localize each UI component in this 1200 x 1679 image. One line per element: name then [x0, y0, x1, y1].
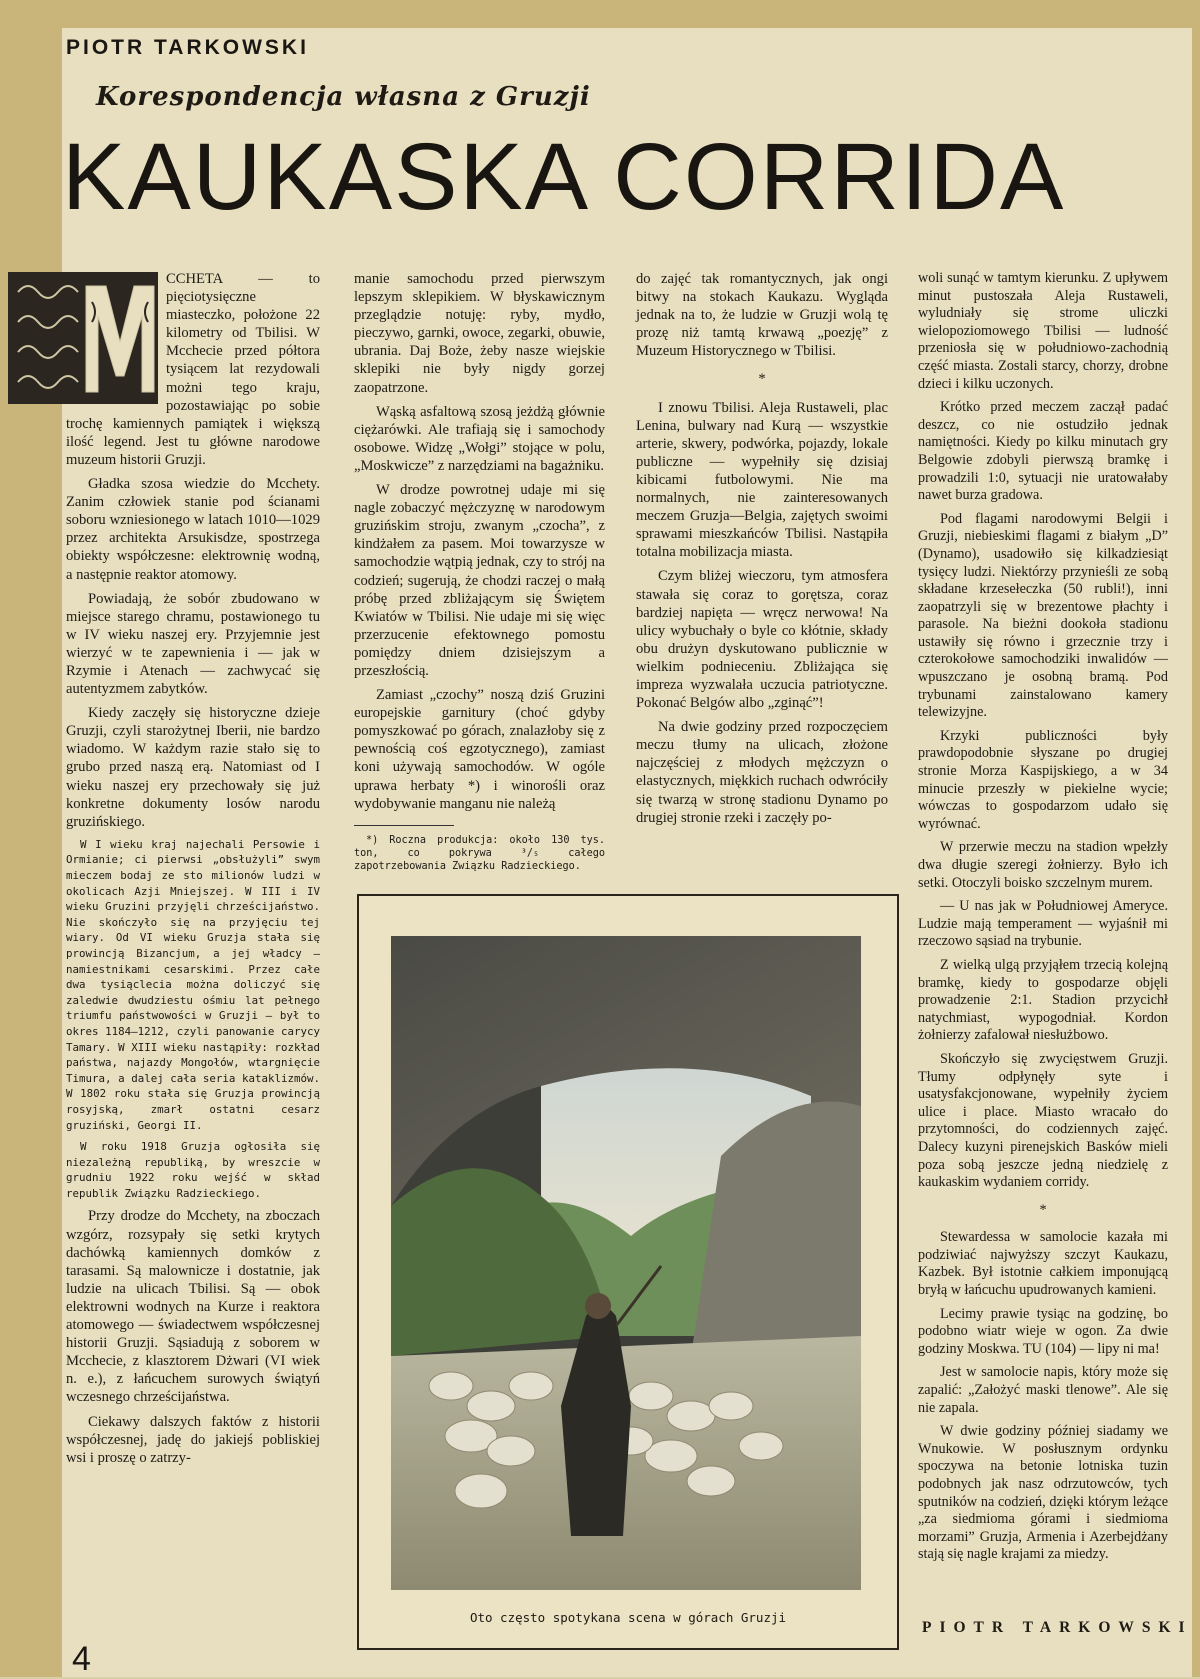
article-subtitle: Korespondencja własna z Gruzji: [96, 82, 591, 112]
paragraph: Jest w samolocie napis, który może się zapalić: „Założyć maski tlenowe”. Ale się nie zapala.: [918, 1364, 1168, 1416]
paragraph: W dwie godziny później siadamy we Wnukowie. W posłusznym ordynku spoczywa na betonie lotniska tuzin podobnych jak nasz odrzutowców, tych sputników na codzień, dzięki którym leżące „za siedmioma górami i siedmioma morzami” Gruzja, Armenia i Azerbejdżany stają się nagle krajami za miedzy.: [918, 1423, 1168, 1563]
section-separator: *: [758, 371, 766, 388]
author-signature: PIOTR TARKOWSKI: [922, 1619, 1193, 1636]
paragraph: Stewardessa w samolocie kazała mi podziwiać najwyższy szczyt Kaukazu, Kazbek. Był istotnie całkiem imponującą bryłą w łańcuchu upudrowanych kamieni.: [918, 1229, 1168, 1299]
author-byline: PIOTR TARKOWSKI: [66, 36, 309, 59]
paragraph: Wąską asfaltową szosą jeżdżą głównie ciężarówki. Ale trafiają się i samochody osobowe. Widzę „Wołgi” stojące w polu, „Moskwicze” z narzędziami na bagażniku.: [354, 403, 605, 474]
section-separator: *: [1039, 1201, 1047, 1218]
paragraph: Przy drodze do Mcchety, na zboczach wzgórz, rozsypały się setki krytych dachówką kamiennych domków z tarasami. Są malownicze i dostatnie, jak ludzie na ulicach Tbilisi. Są — obok elektrowni wodnych na Kurze i reaktora atomowego — świadectwem współczesnej historii Gruzji. Sąsiadują z soborem w Mcchecie, z klasztorem Dżwari (VI wiek n. e.), z łańcuchem surowych świątyń wczesnego chrześcijaństwa.: [66, 1208, 320, 1406]
paragraph-small: W I wieku kraj najechali Persowie i Ormianie; ci pierwsi „obsłużyli” swym mieczem bodaj ze sto milionów ludzi w okolicach Azji Mniejszej. W III i IV wieku Gruzini przyjęli chrześcijaństwo. Nie skończyło się na przyjęciu tej wiary. Od VI wieku Gruzja stała się prowincją Bizancjum, a jej władcy — namiestnikami cesarskimi. Przez całe dwa tysiąclecia można doliczyć się zaledwie dwudziestu ośmiu lat pełnego triumfu państwowości w Gruzji — był to okres 1184—1212, czyli panowanie carycy Tamary. W XIII wieku nastąpiły: rozkład państwa, najazdy Mongołów, wtargnięcie Timura, a dalej cała seria kataklizmów. W 1802 roku stała się Gruzja prowincją rosyjską, zmarł ostatni cesarz gruziński, Georgi II.: [66, 837, 320, 1132]
text-column-2: [354, 270, 605, 873]
paragraph: — U nas jak w Południowej Ameryce. Ludzie mają temperament — wyjaśnił mi rzeczowo sąsiad na trybunie.: [918, 898, 1168, 950]
top-color-band: [0, 0, 1200, 28]
paragraph: Z wielką ulgą przyjąłem trzecią kolejną bramkę, kiedy to gospodarze objęli prowadzenie 2:1. Stadion przycichł natychmiast, wypogodniał. Kordon żołnierzy zafalował niesłużbowo.: [918, 956, 1168, 1044]
shepherd-with-sheep-photo: [391, 936, 861, 1590]
paragraph: CCHETA — to pięciotysięczne miasteczko, położone 22 kilometry od Tbilisi. W Mcchecie przed półtora tysiącem lat rezydowali możni tego kraju, pozostawiając po sobie trochę kamiennych pamiątek i większą ilość legend. Jest tu główne narodowe muzeum historii Gruzji.: [66, 271, 320, 468]
paragraph: Pod flagami narodowymi Belgii i Gruzji, niebieskimi flagami z białym „D” (Dynamo), usadowiło się kilkadziesiąt tysięcy ludzi. Niektórzy przynieśli ze sobą składane krzesełeczka (50 rubli!), inni zaopatrzyli się w brezentowe płachty i parasole. Na bieżni dookoła stadionu ustawiły się równo i grzecznie trzy i czterokołowe samochodziki inwalidów — wpuszczano je osobną bramą. Pod trybunami zainstalowano kamery telewizyjne.: [918, 510, 1168, 721]
text-column-1: [66, 270, 320, 1467]
left-color-band: [0, 0, 62, 1677]
paragraph: Powiadają, że sobór zbudowano w miejsce starego chramu, postawionego tu w IV wieku naszej ery. Przyjemnie jest wierzyć w te zapewnienia i — jak w Rzymie i Atenach — zachwycać się autentyzmem zabytków.: [66, 590, 320, 698]
paragraph: Na dwie godziny przed rozpoczęciem meczu tłumy na ulicach, złożone najczęściej z młodych mężczyzn o elastycznych, miękkich ruchach odwróciły się twarzą w stronę stadionu Dynamo po drugiej stronie rzeki i zaczęły po-: [636, 719, 888, 826]
page-number: 4: [72, 1640, 91, 1678]
article-title: KAUKASKA CORRIDA: [62, 124, 1066, 230]
paragraph: woli sunąć w tamtym kierunku. Z upływem minut pustoszała Aleja Rustaweli, wyludniały się strome uliczki wielopoziomowego Tbilisi — ludność przeniosła się w południowo-zachodnią część miasta. Zostali starcy, chorzy, drobne dzieci i kilku uczonych.: [918, 270, 1168, 392]
paragraph: Czym bliżej wieczoru, tym atmosfera stawała się coraz to gorętsza, coraz bardziej napięta — wręcz nerwowa! Na ulicy wybuchały o byle co kłótnie, składy obu drużyn dyskutowano publicznie w wielkim podnieceniu. Zbliżająca się impreza wyzwalała uczucia patriotyczne. Pokonać Belgów albo „zginąć”!: [636, 568, 888, 712]
text-column-3: [636, 270, 888, 827]
paragraph: Skończyło się zwycięstwem Gruzji. Tłumy odpłynęły syte i usatysfakcjonowane, wypełniły życiem ulice i place. Miasto wracało do przytomności, do codziennych zajęć. Dalecy kuzyni pirenejskich Basków mieli poza sobą jeszcze jedną niedzielę z kaukaskim wydaniem corridy.: [918, 1050, 1168, 1191]
paragraph: Krzyki publiczności były prawdopodobnie słyszane po drugiej stronie Morza Kaspijskiego, a w 34 minucie przeszły w piekielne wycie; wówczas to gospodarzom udało się wyrównać.: [918, 727, 1168, 832]
paragraph: W drodze powrotnej udaje mi się nagle zobaczyć mężczyznę w narodowym gruzińskim stroju, zwanym „czocha”, z kindżałem za pasem. Moi towarzysze w samochodzie wątpią jednak, czy to strój na codzień; sugerują, że chodzi raczej o małą próbę przed zbliżającym się Świętem Kwiatów w Tbilisi. Nie udaje mi się więc przerzucenie efektownego pomostu pomiędzy dniem dzisiejszym a przeszłością.: [354, 482, 605, 679]
paragraph-small: W roku 1918 Gruzja ogłosiła się niezależną republiką, by wreszcie w grudniu 1922 roku wejść w skład republik Związku Radzieckiego.: [66, 1140, 320, 1200]
paragraph: Krótko przed meczem zaczął padać deszcz, co nie ostudziło jednak namiętności. Kiedy po kilku minutach gry Belgowie zdobyli pierwszą bramkę i prowadzili 1:0, sytuacji nie uratowałaby nawet burza gradowa.: [918, 399, 1168, 504]
ornamental-m-icon: [8, 272, 158, 404]
photo-caption: Oto często spotykana scena w górach Gruzji: [469, 1610, 787, 1625]
paragraph: Kiedy zaczęły się historyczne dzieje Gruzji, czyli starożytnej Iberii, nie bardzo wiadomo. W każdym razie stało się to grubo przed naszą erą. Natomiast od I wieku naszej ery przechowały się już konkretne dokumenty losów narodu gruzińskiego.: [66, 705, 320, 830]
paragraph: Ciekawy dalszych faktów z historii współczesnej, jadę do jakiejś pobliskiej wsi i proszę o zatrzy-: [66, 1413, 320, 1466]
paragraph: Lecimy prawie tysiąc na godzinę, bo podobno wiatr wieje w ogon. Za dwie godziny Moskwa. TU (104) — lipy ni ma!: [918, 1305, 1168, 1357]
paragraph: W przerwie meczu na stadion wpełzły dwa długie szeregi żołnierzy. Było ich setki. Otoczyli boisko szczelnym murem.: [918, 839, 1168, 891]
footnote-rule: [354, 825, 454, 826]
text-column-4: [918, 270, 1168, 1564]
drop-cap-initial: [8, 272, 158, 404]
paragraph: do zajęć tak romantycznych, jak ongi bitwy na stokach Kaukazu. Wygląda jednak na to, że ludzie w Gruzji wolą tę prozę niż tamtą krwawą „poezję” z Muzeum Historycznego w Tbilisi.: [636, 271, 888, 360]
footnote: *) Roczna produkcja: około 130 tys. ton, co pokrywa ³/₅ całego zapotrzebowania Związku Radzieckiego.: [354, 834, 605, 872]
paragraph: Zamiast „czochy” noszą dziś Gruzini europejskie garnitury (choć gdyby pomyszkować po górach, znalazłoby się z pewnością coś egzotycznego), zamiast koni używają samochodów. W ogóle uprawa herbaty *) i winorośli oraz wydobywanie manganu nie należą: [354, 687, 605, 812]
paragraph: manie samochodu przed pierwszym lepszym sklepikiem. W błyskawicznym przeglądzie notuję: ryby, mydło, pieczywo, garnki, owoce, zegarki, obuwie, ubrania. Daj Boże, żeby nasze wiejskie sklepiki nie były nigdy gorzej zaopatrzone.: [354, 271, 605, 396]
paragraph: Gładka szosa wiedzie do Mcchety. Zanim człowiek stanie pod ścianami soboru wzniesionego w latach 1010—1029 przez architekta Arsukisdze, spostrzega obiekty współczesne: elektrownię wodną, a następnie reaktor atomowy.: [66, 476, 320, 583]
paragraph: I znowu Tbilisi. Aleja Rustaweli, plac Lenina, bulwary nad Kurą — wszystkie arterie, skwery, podwórka, pojazdy, lokale publiczne — wypełniły się dzisiaj kibicami futbolowymi. Nie ma normalnych, nie zainteresowanych meczem Gruzja—Belgia, zajętych swoimi sprawami mieszkańców Tbilisi. Nastąpiła totalna mobilizacja miasta.: [636, 399, 888, 561]
right-color-band: [1192, 0, 1200, 1677]
photo-figure: [357, 894, 899, 1650]
